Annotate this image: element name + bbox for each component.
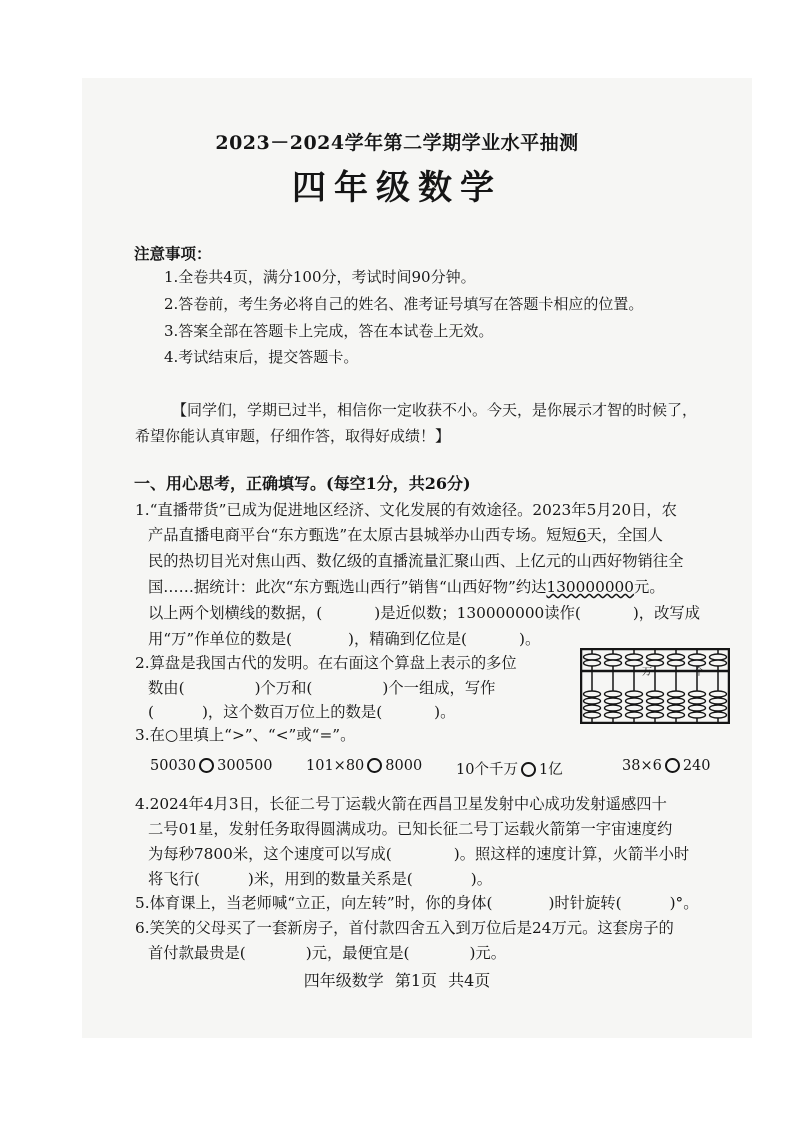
abacus-bead (647, 705, 664, 711)
abacus-label-ge: 个 (694, 667, 704, 678)
compare-circle[interactable] (521, 762, 536, 777)
abacus-bead (668, 660, 685, 666)
abacus-bead (605, 660, 622, 666)
q3-left: 10个千万 (456, 762, 518, 778)
q1-text: 元。 (634, 578, 665, 596)
abacus-bead (689, 660, 706, 666)
q3-left: 101×80 (306, 758, 365, 774)
abacus-bead (710, 660, 727, 666)
q6-text: )元，最便宜是( (305, 944, 410, 962)
abacus-bead (584, 691, 601, 697)
q2-line (148, 676, 495, 698)
q1-text: )，改写成 (632, 604, 700, 622)
q1-text: 产品直播电商平台“东方甄选”在太原古县城举办山西专场。短短 (148, 526, 577, 544)
notice-heading: 注意事项： (134, 244, 212, 263)
q1-text: 天，全国人 (586, 526, 663, 544)
q5-line (135, 891, 699, 913)
abacus-bead (710, 698, 727, 704)
q1-text: )，精确到亿位是( (347, 630, 467, 648)
q6-line (148, 941, 506, 963)
abacus-bead (626, 705, 643, 711)
abacus-bead (710, 712, 727, 718)
abacus-bead (647, 712, 664, 718)
q1-text: 以上两个划横线的数据，( (148, 604, 323, 622)
q6-text: )元。 (469, 944, 507, 962)
q4-text: 将飞行( (148, 870, 200, 888)
abacus-bead (689, 698, 706, 704)
abacus-bead (605, 691, 622, 697)
abacus-bead (710, 705, 727, 711)
q5-text: )°。 (669, 894, 699, 912)
q3-compare-item (150, 758, 273, 774)
abacus-bead (647, 660, 664, 666)
abacus-bead (584, 698, 601, 704)
q1-line: 民的热切目光对焦山西、数亿级的直播流量汇聚山西、上亿元的山西好物销往全 (148, 552, 684, 570)
exam-title: 2023－2024学年第二学期学业水平抽测 (215, 132, 579, 154)
q1-text: 国……据统计：此次“东方甄选山西行”销售“山西好物”约达 (148, 578, 547, 596)
abacus-bead (626, 712, 643, 718)
abacus-bead (689, 654, 706, 660)
q2-text: )个一组成，写作 (382, 679, 496, 697)
notice-item: 2.答卷前，考生务必将自己的姓名、准考证号填写在答题卡相应的位置。 (164, 295, 644, 313)
q1-line (148, 523, 663, 545)
q2-line: 2.算盘是我国古代的发明。在右面这个算盘上表示的多位 (135, 654, 517, 672)
q2-text: )个万和( (254, 679, 313, 697)
abacus-bead (626, 691, 643, 697)
abacus-bead (710, 691, 727, 697)
intro-line: 【同学们，学期已过半，相信你一定收获不小。今天，是你展示才智的时候了， (172, 401, 698, 419)
abacus-bead (689, 705, 706, 711)
q5-text: )时针旋转( (548, 894, 622, 912)
abacus-bead (668, 654, 685, 660)
q6-line: 6.笑笑的父母买了一套新房子，首付款四舍五入到万位后是24万元。这套房子的 (135, 919, 674, 937)
abacus-label-wan: 万 (642, 667, 652, 678)
q3-compare-item (306, 758, 422, 774)
q1-text: 用“万”作单位的数是( (148, 630, 292, 648)
abacus-bead (605, 712, 622, 718)
q4-line (148, 842, 689, 864)
q1-underlined-number: 6 (576, 526, 587, 544)
q4-line (148, 867, 492, 889)
compare-circle[interactable] (367, 758, 382, 773)
q2-text: )。 (434, 703, 456, 721)
abacus-bead (647, 691, 664, 697)
q1-underlined-number: 130000000 (546, 578, 635, 596)
q3-right: 1亿 (538, 762, 563, 778)
notice-item: 1.全卷共4页，满分100分，考试时间90分钟。 (164, 268, 476, 286)
notice-item: 3.答案全部在答题卡上完成，答在本试卷上无效。 (164, 322, 494, 340)
q3-left: 50030 (150, 758, 197, 774)
abacus-bead (626, 698, 643, 704)
q6-text: 首付款最贵是( (148, 944, 246, 962)
q2-text: )，这个数百万位上的数是( (201, 703, 383, 721)
abacus-rods (584, 650, 727, 722)
abacus-bead (668, 712, 685, 718)
q3-compare-item (456, 758, 563, 779)
q2-text: ( (148, 703, 154, 721)
abacus-bead (647, 698, 664, 704)
abacus-bead (605, 698, 622, 704)
q1-text: )。 (519, 630, 541, 648)
abacus-bead (626, 660, 643, 666)
abacus-bead (668, 691, 685, 697)
section-heading: 一、用心思考，正确填写。(每空1分，共26分) (134, 474, 471, 493)
abacus-bead (689, 691, 706, 697)
q1-line (148, 575, 665, 597)
abacus-bead (584, 660, 601, 666)
q1-line (148, 601, 700, 623)
footer-total: 共4页 (448, 971, 491, 990)
q1-line (148, 627, 540, 649)
abacus-bead (605, 705, 622, 711)
q4-text: )米，用到的数量关系是( (247, 870, 413, 888)
q4-text: )。照这样的速度计算，火箭半小时 (453, 845, 690, 863)
abacus-bead (647, 654, 664, 660)
q4-text: )。 (470, 870, 493, 888)
q3-right: 8000 (385, 758, 423, 774)
footer-subject: 四年级数学 (303, 971, 384, 990)
q3-instruction: 3.在○里填上“>”、“<”或“=”。 (135, 726, 356, 744)
abacus-bead (605, 654, 622, 660)
q3-left: 38×6 (622, 758, 662, 774)
q1-text: )是近似数；130000000读作( (374, 604, 581, 622)
abacus-bead (689, 712, 706, 718)
compare-circle[interactable] (665, 758, 680, 773)
compare-circle[interactable] (199, 758, 214, 773)
q3-right: 240 (682, 758, 711, 774)
intro-line: 希望你能认真审题，仔细作答，取得好成绩！】 (135, 427, 451, 445)
q5-text: 5.体育课上，当老师喊“立正，向左转”时，你的身体( (135, 894, 493, 912)
q4-line: 二号01星，发射任务取得圆满成功。已知长征二号丁运载火箭第一宇宙速度约 (148, 820, 673, 838)
abacus-bead (584, 712, 601, 718)
q4-text: 为每秒7800米，这个速度可以写成( (148, 845, 392, 863)
q4-line: 4.2024年4月3日，长征二号丁运载火箭在西昌卫星发射中心成功发射遥感四十 (135, 795, 667, 813)
abacus-bead (584, 705, 601, 711)
notice-item: 4.考试结束后，提交答题卡。 (164, 348, 359, 366)
abacus-bead (584, 654, 601, 660)
q3-compare-item (622, 758, 711, 774)
abacus-bead (626, 654, 643, 660)
abacus-bead (668, 705, 685, 711)
abacus-bead (710, 654, 727, 660)
exam-subtitle: 四年级数学 (292, 168, 502, 208)
q2-line (148, 700, 455, 722)
abacus-figure (580, 648, 730, 724)
q2-text: 数由( (148, 679, 185, 697)
page-footer (0, 968, 794, 991)
q1-line: 1.“直播带货”已成为促进地区经济、文化发展的有效途径。2023年5月20日，农 (135, 501, 677, 519)
footer-page: 第1页 (394, 971, 437, 990)
abacus-bead (668, 698, 685, 704)
q3-right: 300500 (217, 758, 273, 774)
